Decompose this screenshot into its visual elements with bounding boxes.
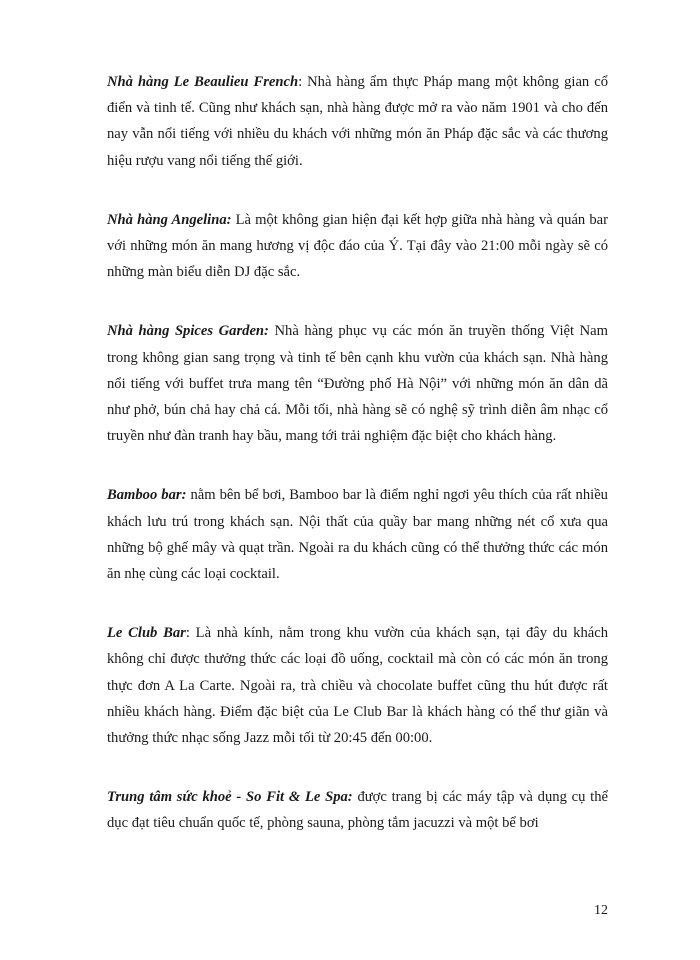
heading-le-beaulieu: Nhà hàng Le Beaulieu French (107, 74, 299, 90)
paragraph-spices-garden (107, 318, 608, 449)
heading-spices-garden: Nhà hàng Spices Garden: (107, 323, 269, 340)
paragraph-so-fit-spa (107, 784, 608, 836)
paragraph-bamboo-bar (107, 482, 608, 587)
separator: : (185, 625, 196, 642)
body-bamboo-bar: nằm bên bể bơi, Bamboo bar là điểm nghỉ ngơi yêu thích của rất nhiều khách lưu trú trong khách sạn. Nội thất của quầy bar mang những nét cổ xưa qua những bộ ghế mây và quạt trần. Ngoài ra du khách cũng có thể thưởng thức các món ăn nhẹ cùng các loại cocktail. (107, 487, 608, 583)
heading-le-club-bar: Le Club Bar (107, 625, 186, 642)
body-angelina: Là một không gian hiện đại kết hợp giữa nhà hàng và quán bar với những món ăn mang hương vị độc đáo của Ý. Tại đây vào 21:00 mỗi ngày sẽ có những màn biểu diễn DJ đặc sắc. (107, 211, 608, 281)
body-spices-garden: Nhà hàng phục vụ các món ăn truyền thống Việt Nam trong không gian sang trọng và tinh tế bên cạnh khu vườn của khách sạn. Nhà hàng nổi tiếng với buffet trưa mang tên “Đường phố Hà Nội” với những món ăn dân dã như phở, bún chả hay chả cá. Mỗi tối, nhà hàng sẽ có nghệ sỹ trình diễn âm nhạc cổ truyền như đàn tranh hay bầu, mang tới trải nghiệm đặc biệt cho khách hàng. (107, 323, 608, 445)
heading-so-fit-spa: Trung tâm sức khoẻ - So Fit & Le Spa: (107, 789, 353, 806)
heading-bamboo-bar: Bamboo bar: (107, 487, 187, 504)
page-number: 12 (594, 903, 608, 918)
document-body (107, 69, 608, 870)
separator: : (298, 74, 308, 90)
paragraph-le-beaulieu (107, 69, 608, 174)
paragraph-angelina (107, 207, 608, 286)
body-le-club-bar: Là nhà kính, nằm trong khu vườn của khách sạn, tại đây du khách không chỉ được thưởng thức các loại đồ uống, cocktail mà còn có các món ăn trong thực đơn A La Carte. Ngoài ra, trà chiều và chocolate buffet cũng thu hút được rất nhiều khách hàng. Điểm đặc biệt của Le Club Bar là khách hàng có thể thư giãn và thưởng thức nhạc sống Jazz mỗi tối từ 20:45 đến 00:00. (107, 625, 609, 747)
body-le-beaulieu: Nhà hàng ẩm thực Pháp mang một không gian cổ điển và tinh tế. Cũng như khách sạn, nhà hàng được mở ra vào năm 1901 và cho đến nay vẫn nổi tiếng với nhiều du khách với những món ăn Pháp đặc sắc và các thương hiệu rượu vang nổi tiếng thế giới. (107, 74, 608, 169)
heading-angelina: Nhà hàng Angelina: (107, 211, 232, 228)
body-so-fit-spa: được trang bị các máy tập và dụng cụ thể dục đạt tiêu chuẩn quốc tế, phòng sauna, phòng tắm jacuzzi và một bể bơi (107, 789, 608, 832)
paragraph-le-club-bar (107, 620, 608, 751)
